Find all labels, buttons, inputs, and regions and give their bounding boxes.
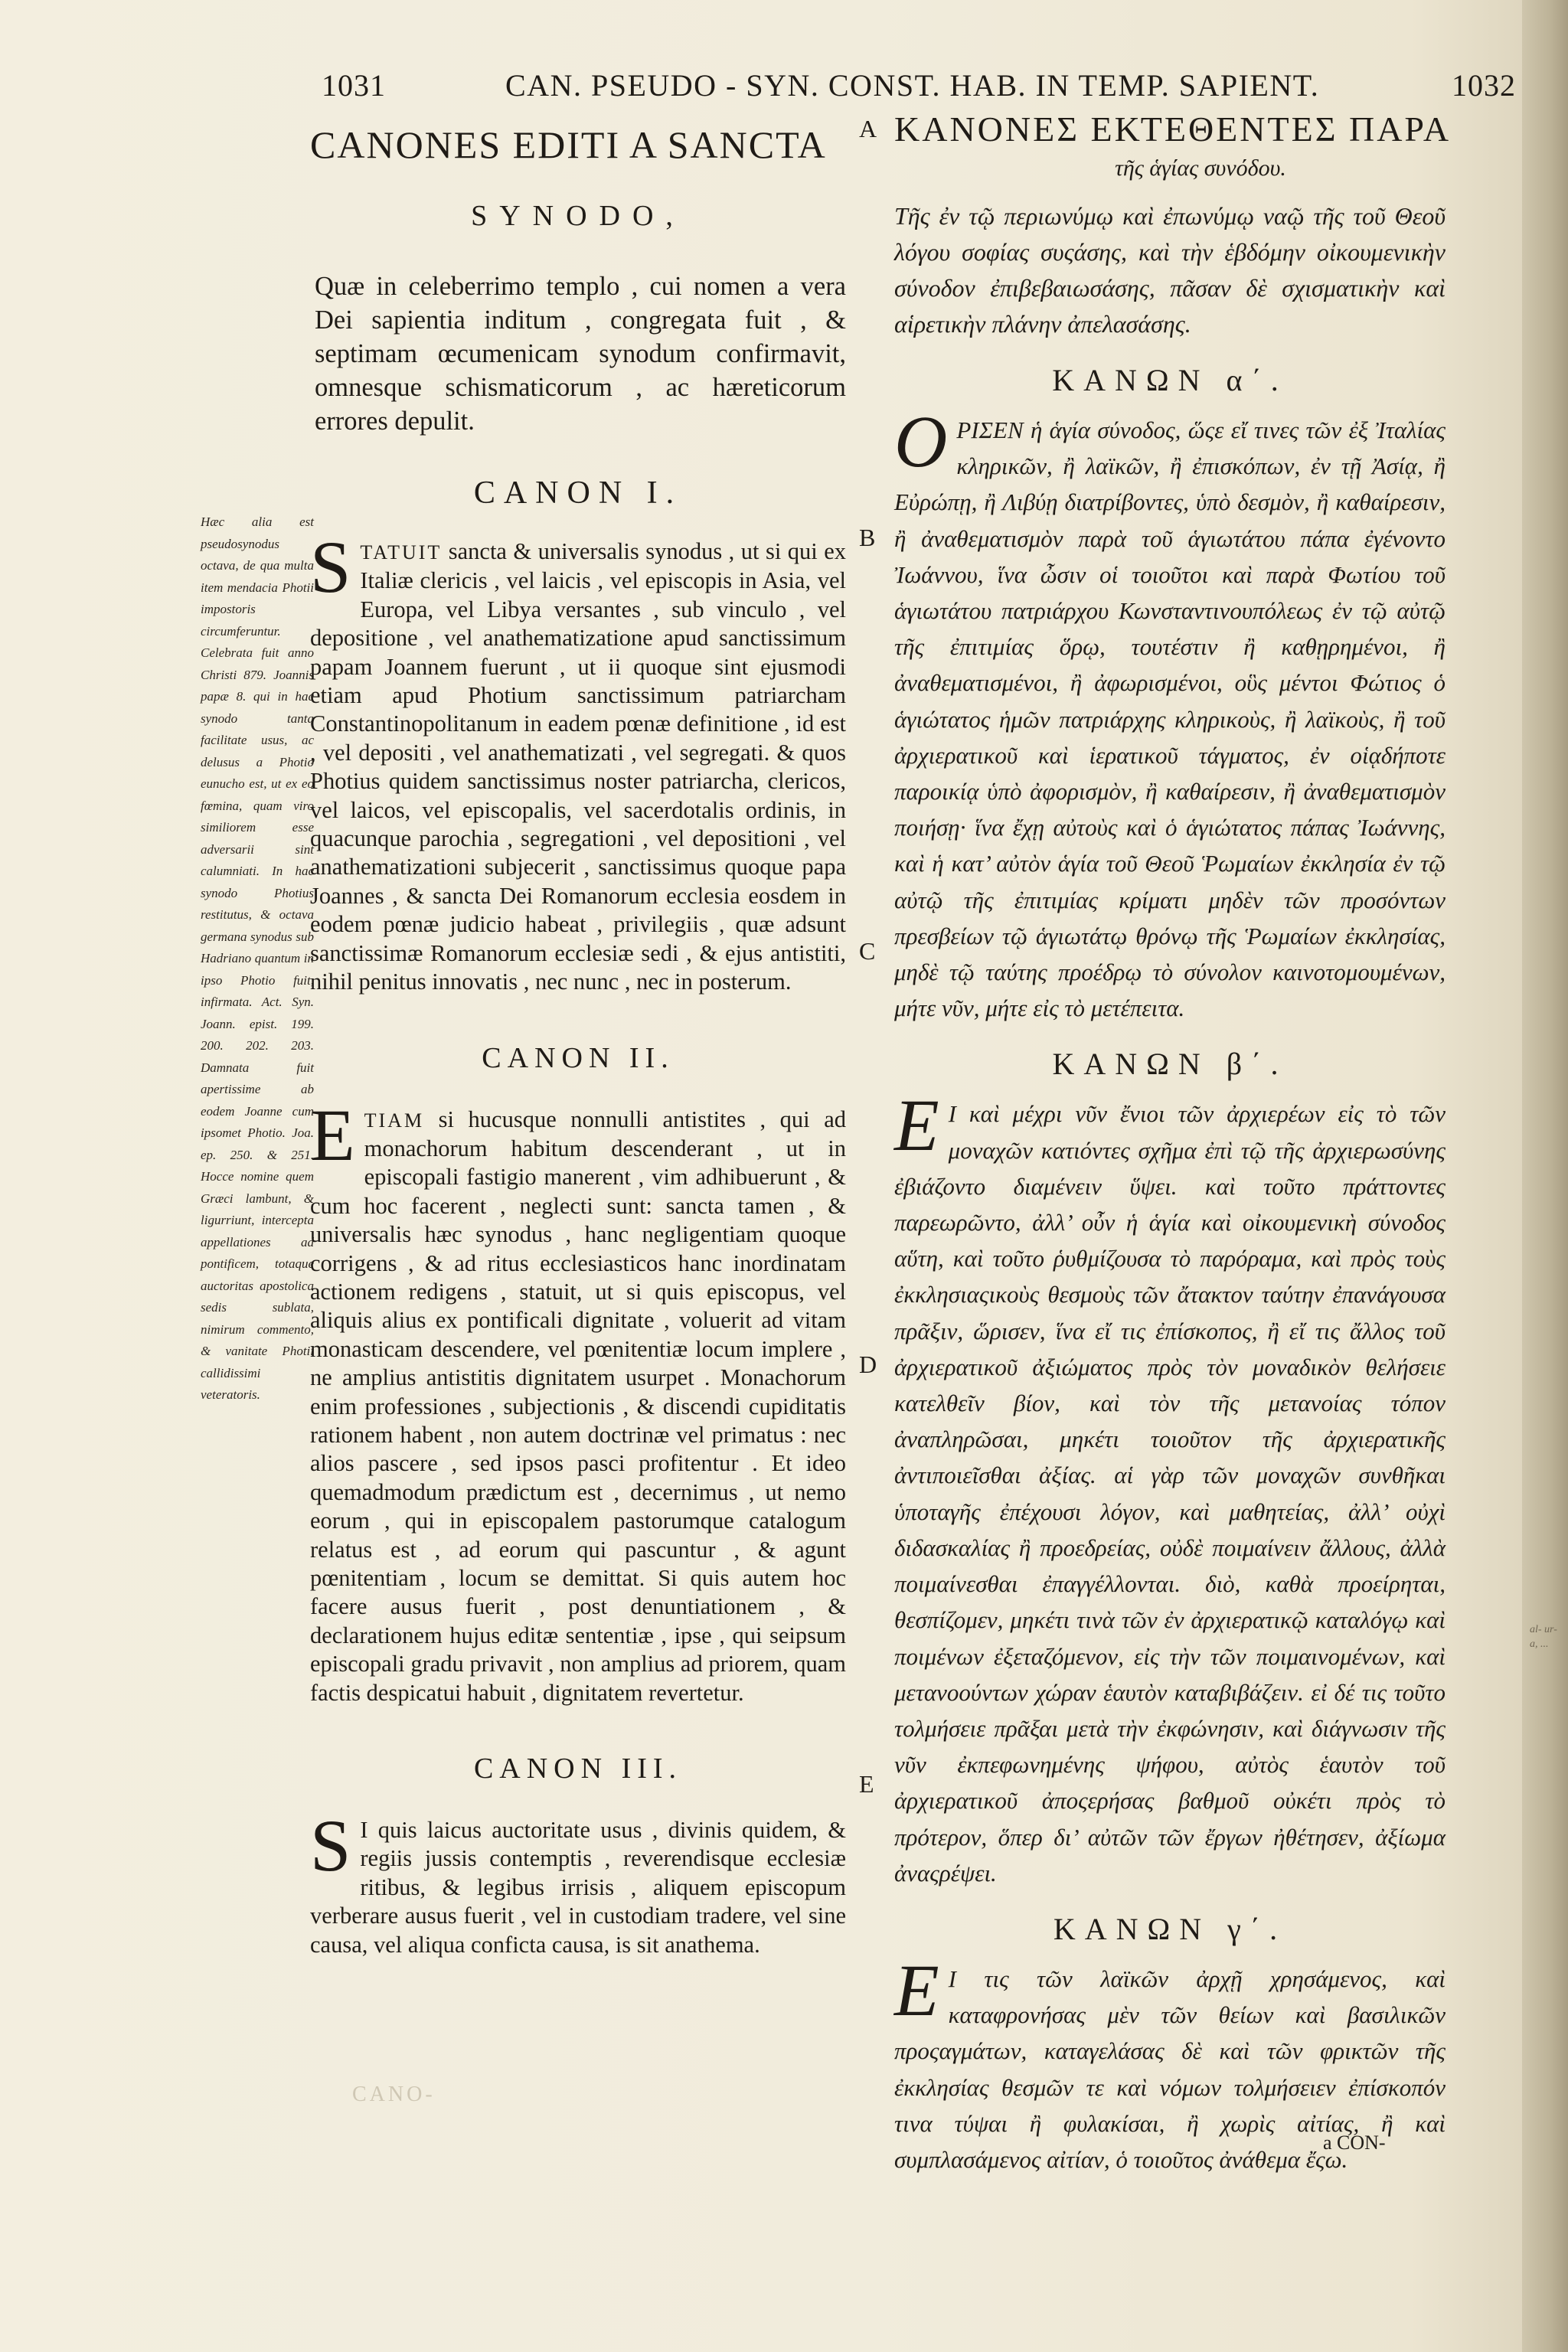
greek-intro: Τῆς ἐν τῷ περιωνύμῳ καὶ ἐπωνύμῳ ναῷ τῆς τοῦ Θεοῦ λόγου σοφίας συςάσης, καὶ τὴν ἑβδόμην οἰκουμενικὴν σύνοδον ἐπιβεβαιωσάσης, πᾶσαν δὲ σχισματικὴν καὶ αἱρετικὴν πλάνην ἀπελασάσης. bbox=[894, 202, 1446, 338]
dropcap: Ε bbox=[894, 1949, 939, 2031]
greek-canon-1-text bbox=[894, 400, 1446, 1026]
page-number-left: 1031 bbox=[322, 68, 386, 103]
dropcap: S bbox=[310, 526, 351, 608]
canon-body: sancta & universalis synodus , ut si qui ex Italiæ clericis , vel laicis , vel episcopis in Asia, vel Europa, vel Libya versantes , sub vinculo , vel depositione , vel anathematizatione apud sanctissimum papam Joannem fuerunt , ut ii quoque sint ejusmodi etiam apud Photium sanctissimum patriarcham Constantinopolitanum in eadem pœnæ definitione , id est , vel depositi , vel anathematizati , vel segregati. & quos Photius quidem sanctissimus noster patriarcha, clericos, vel laicos, vel episcopalis, vel sacerdotalis ordinis, in quacunque parochia , segregationi , vel depositioni , vel anathematizationi subjecerit , sanctissimus quoque papa Joannes , & sancta Dei Romanorum ecclesia eosdem in eodem pœnæ judicio habeat , privilegiis , quæ adsunt sanctissimæ Romanorum ecclesiæ sedi , & ejus antistiti, nihil penitus innovatis , nec nunc , nec in posterum. bbox=[310, 538, 846, 995]
greek-canon-1-heading: ΚΑΝΩΝ α΄. bbox=[1052, 363, 1288, 397]
greek-canon-3-heading: ΚΑΝΩΝ γ΄. bbox=[1053, 1911, 1287, 1946]
canon-body: si hucusque nonnulli antistites , qui ad monachorum habitum descenderant , ut in episcopali fastigio manerent , vim adhibuerunt , & cum hoc facerent , neglecti sunt: sancta tamen , & universalis hæc synodus , hanc negligentiam quoque corrigens , & ad ritus ecclesiasticos hanc inordinatam actionem redigens , statuit, ut si quis episcopus, vel aliquis alius ex pontificali dignitate , voluerit ad vitam monasticam descendere, vel pœnitentiæ locum implere , ne amplius antistitis dignitatem usurpet . Monachorum enim professiones , subjectionis , & discendi cupiditatis rationem habent , non autem doctrinæ vel primatus : nec alios pascere , sed ipsos pasci profitentur . Et ideo quemadmodum prædictum est , decernimus , ut nemo eorum , qui in episcopalem pastorumque catalogum relatus est , ad eorum qui pascuntur , & agunt pœnitentiam , locum se demittat. Si quis autem hoc facere ausus fuerit , post denuntiationem , & declarationem hujus editæ sententiæ , ipse , qui seipsum episcopali gradu privavit , non amplius ad priorem, quam factis despicatui habuit , dignitatem revertetur. bbox=[310, 1106, 846, 1706]
latin-intro: Quæ in celeberrimo templo , cui nomen a vera Dei sapientia inditum , congregata fuit , & septimam œcumenicam synodum confirmavit, omnesque schismaticorum , ac hæreticorum errores depulit. bbox=[315, 272, 846, 436]
adjacent-page-edge bbox=[1522, 0, 1568, 2352]
section-letter-a: A bbox=[859, 115, 877, 142]
latin-subtitle: SYNODO, bbox=[471, 200, 685, 232]
dropcap: Ε bbox=[894, 1084, 939, 1167]
canon-body: I quis laicus auctoritate usus , divinis quidem, & regiis jussis contemptis , reverendisque ecclesiæ ritibus, & legibus irrisis , aliquem episcopum verberare ausus fuerit , vel in custodiam tradere, vel sine causa, vel aliqua conficta causa, is sit anathema. bbox=[310, 1817, 846, 1958]
latin-canon-2-text bbox=[310, 1093, 846, 1708]
latin-canon-2-heading: CANON II. bbox=[482, 1041, 675, 1074]
greek-canon-2-heading: ΚΑΝΩΝ β΄. bbox=[1052, 1047, 1288, 1082]
latin-column bbox=[310, 115, 846, 1959]
section-letter-c: C bbox=[859, 937, 876, 965]
section-letter-e: E bbox=[859, 1770, 874, 1798]
dropcap: E bbox=[310, 1093, 355, 1176]
latin-canon-3-heading: CANON III. bbox=[473, 1753, 683, 1785]
section-letter-b: B bbox=[859, 524, 876, 551]
page-number-right: 1032 bbox=[1452, 68, 1516, 103]
greek-canon-2-text bbox=[894, 1084, 1446, 1890]
canon-body: Ι τις τῶν λαϊκῶν ἀρχῇ χρησάμενος, καὶ καταφρονήσας μὲν τῶν θείων καὶ βασιλικῶν προςαγμάτων, καταγελάσας δὲ καὶ τῶν φρικτῶν τῆς ἐκκλησίας θεσμῶν τε καὶ νόμων τολμήσειεν ἐπίσκοπόν τινα τύψαι ἢ φυλακίσαι, ἢ χωρὶς αἰτίας, ἢ καὶ συμπλασάμενος αἰτίαν, ὁ τοιοῦτος ἀνάθεμα ἔςω. bbox=[894, 1965, 1446, 2173]
lead-word: TIAM bbox=[364, 1109, 425, 1132]
running-title: CAN. PSEUDO - SYN. CONST. HAB. IN TEMP. SAPIENT. bbox=[505, 68, 1320, 103]
section-letter-d: D bbox=[859, 1351, 877, 1378]
canon-body: Ι καὶ μέχρι νῦν ἔνιοι τῶν ἀρχιερέων εἰς τὸ τῶν μοναχῶν κατιόντες σχῆμα ἐπὶ τῷ τῆς ἀρχιερωσύνης ἐβιάζοντο διαμένειν ὕψει. καὶ τοῦτο πράττοντες παρεωρῶντο, ἀλλ’ οὖν ἡ ἁγία καὶ οἰκουμενικὴ σύνοδος αὕτη, καὶ τοῦτο ῥυθμίζουσα τὸ παρόραμα, καὶ πρὸς τοὺς ἐκκλησιαςικοὺς θεσμοὺς τῶν ἄτακτον ταύτην ἐπανάγουσα πρᾶξιν, ὥρισεν, ἵνα εἴ τις ἐπίσκοπος, ἢ εἴ τις ἄλλος τοῦ ἀρχιερατικοῦ ἀξιώματος πρὸς τὸν μοναδικὸν θελήσειε κατελθεῖν βίον, καὶ τὸν τῆς μετανοίας τόπον ἀναπληρῶσαι, μηκέτι τοιοῦτον τῆς ἀρχιερατικῆς ἀντιποιεῖσθαι ἀξίας. αἱ γὰρ τῶν μοναχῶν συνθῆκαι ὑποταγῆς ἐπέχουσι λόγον, καὶ μαθητείας, ἀλλ’ οὐχὶ διδασκαλίας ἢ προεδρείας, οὐδὲ ποιμαίνειν ἄλλους, ἀλλὰ ποιμαίνεσθαι ἐπαγγέλλονται. διὸ, καθὰ προείρηται, θεσπίζομεν, μηκέτι τινὰ τῶν ἐν ἀρχιερατικῷ καταλόγῳ καὶ ποιμένων ἐξεταζόμενον, εἰς τὴν τῶν ποιμαινομένων, καὶ μετανοούντων χώραν ἑαυτὸν καταβιβάζειν. εἰ δέ τις τοῦτο τολμήσειε πρᾶξαι μετὰ τὴν ἐκφώνησιν, καὶ διάγνωσιν τῆς νῦν ἐκπεφωνημένης ψήφου, αὐτὸς ἑαυτὸν τοῦ ἀρχιερατικοῦ ἀποςερήσας βαθμοῦ οὐκέτι πρὸς τὸ πρότερον, ὅπερ δι’ αὐτῶν τῶν ἔργων ἠθέτησεν, ἀξίωμα ἀναςρέψει. bbox=[894, 1100, 1446, 1886]
latin-canon-3-text bbox=[310, 1805, 846, 1959]
catchword: a CON- bbox=[1323, 2132, 1386, 2154]
dropcap: Ο bbox=[894, 400, 948, 482]
canon-body: ΡΙΣΕΝ ἡ ἁγία σύνοδος, ὥςε εἴ τινες τῶν ἐξ Ἰταλίας κληρικῶν, ἢ λαϊκῶν, ἢ ἐπισκόπων, ἐν τῇ Ἀσίᾳ, ἢ Εὐρώπῃ, ἢ Λιβύῃ διατρίβοντες, ὑπὸ δεσμὸν, ἢ καθαίρεσιν, ἢ ἀναθεματισμὸν παρὰ τοῦ ἁγιωτάτου πάπα ἐγένοντο Ἰωάννου, ἵνα ὦσιν οἱ τοιοῦτοι καὶ παρὰ Φωτίου τοῦ ἁγιωτάτου πατριάρχου Κωνσταντινουπόλεως ἐν τῷ αὐτῷ τῆς ἐπιτιμίας ὅρῳ, τουτέστιν ἢ καθῃρημένοι, ἢ ἀναθεματισμένοι, ἢ ἀφωρισμένοι, οὓς μέντοι Φώτιος ὁ ἁγιώτατος ἡμῶν πατριάρχης κληρικοὺς, ἢ λαϊκοὺς, ἢ τοῦ ἀρχιερατικοῦ καὶ ἱερατικοῦ τάγματος, ἐν οἱᾳδήποτε παροικίᾳ ὑπὸ ἀφορισμὸν, ἢ καθαίρεσιν, ἢ ἀναθεματισμὸν ποιήσῃ· ἵνα ἔχῃ αὐτοὺς καὶ ὁ ἁγιώτατος πάπας Ἰωάννης, καὶ ἡ κατ’ αὐτὸν ἁγία τοῦ Θεοῦ Ῥωμαίων ἐκκλησία ἐν τῷ αὐτῷ τῆς ἐπιτιμίας κρίματι μηδὲν τῶν προσόντων πρεσβείων τῷ ἁγιωτάτῳ θρόνῳ τῆς Ῥωμαίων ἐκκλησίας, μηδὲ τῷ ταύτης προέδρῳ τὸ σύνολον καινοτομουμένων, μήτε νῦν, μήτε εἰς τὸ μετέπειτα. bbox=[894, 416, 1446, 1022]
marginal-note: Hæc alia est pseudosynodus octava, de qua multa item mendacia Photii impostoris circumferuntur. Celebrata fuit anno Christi 879. Joannis papæ 8. qui in hac synodo tanta facilitate usus, ac delusus a Photio eunucho est, ut ex eo fœmina, quam viro similiorem esse adversarii sint calumniati. In hac synodo Photius restitutus, & octava germana synodus sub Hadriano quantum in ipso Photio fuit, infirmata. Act. Syn. Joann. epist. 199. 200. 202. 203. Damnata fuit apertissime ab eodem Joanne cum ipsomet Photio. Joa. ep. 250. & 251. Hocce nomine quem Græci lambunt, & ligurriunt, intercepta appellationes ad pontificem, totaque auctoritas apostolica sedis sublata, nimirum commento, & vanitate Photii callidissimi veteratoris. bbox=[201, 514, 314, 1402]
show-through-text: CANO- bbox=[352, 2082, 436, 2106]
lead-word: TATUIT bbox=[360, 541, 443, 564]
latin-canon-1-text bbox=[310, 526, 846, 997]
dropcap: S bbox=[310, 1805, 351, 1887]
latin-canon-1-heading: CANON I. bbox=[473, 475, 683, 511]
greek-subtitle: τῆς ἁγίας συνόδου. bbox=[1115, 155, 1286, 181]
greek-column bbox=[894, 107, 1452, 2177]
running-header bbox=[322, 67, 1516, 113]
greek-title: ΚΑΝΟΝΕΣ ΕΚΤΕΘΕΝΤΕΣ ΠΑΡΑ bbox=[894, 109, 1452, 149]
edge-offset-text: al- ur- a, ... bbox=[1530, 1624, 1557, 1650]
latin-title: CANONES EDITI A SANCTA bbox=[310, 123, 827, 166]
